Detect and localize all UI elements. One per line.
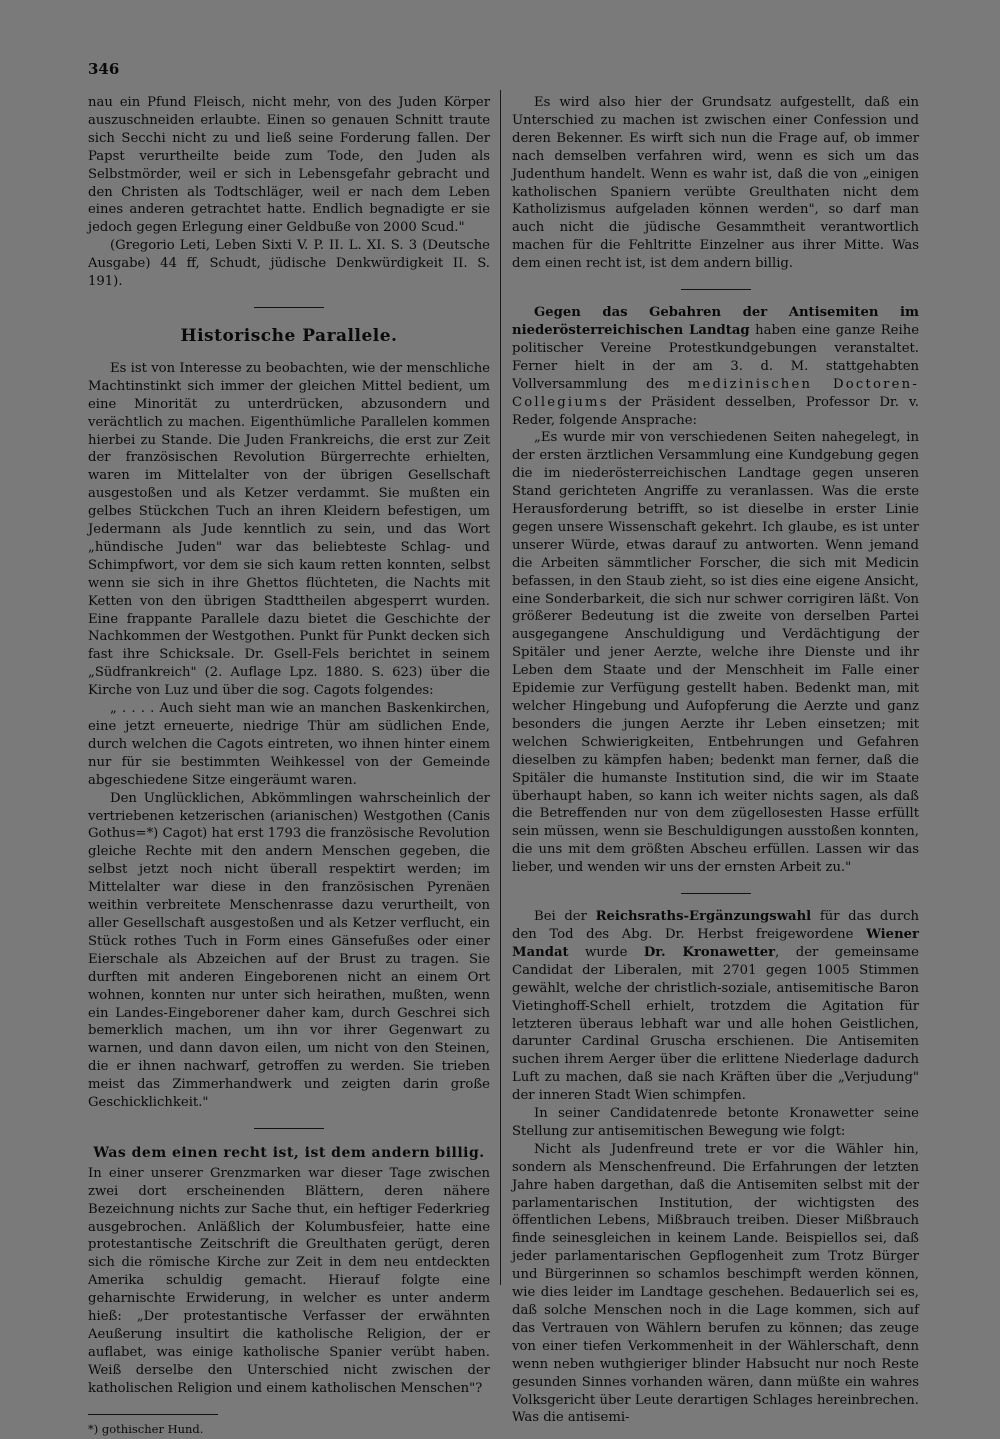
- paragraph: [512, 908, 919, 1105]
- text-span: haben eine ganze Reihe politischer Vereine Protestkundgebungen veranstaltet. Ferner hielt in der am 3. d. M. stattgehabten Vollversammlung des: [512, 322, 919, 392]
- bold-term: Dr. Kronawetter: [643, 944, 776, 960]
- section-heading: Historische Parallele.: [180, 325, 398, 346]
- text-span: Bei der: [534, 909, 596, 925]
- paragraph: Es wird also hier der Grundsatz aufgestellt, daß ein Unterschied zu machen ist zwischen einer Confession und deren Bekenner. Es wirft sich nun die Frage auf, ob immer nach demselben verfahren wird, wenn es sich um das Judenthum handelt. Wenn es wahr ist, daß die von „einigen katholischen Spaniern verübte Greulthaten nicht dem Katholizismus aufgeladen können werden", so darf man auch nicht die jüdische Gesammtheit verantwortlich machen für die Fehltritte Einzelner aus ihrer Mitte. Was dem einen recht ist, ist dem andern billig.: [512, 95, 919, 272]
- section-divider: [254, 307, 324, 308]
- paragraph: Nicht als Judenfreund trete er vor die Wähler hin, sondern als Menschenfreund. Die Erfahrungen der letzten Jahre haben dargethan, daß die Antisemiten selbst mit der parlamentarischen Institution, der wichtigsten des öffentlichen Lebens, Mißbrauch treiben. Dieser Mißbrauch finde seinesgleichen in keinem Lande. Beispiellos sei, daß jeder parlamentarischen Gepflogenheit zum Trotz Bürger und Bürgerinnen so schamlos beschimpft werden können, wie dies leider im Landtage geschehen. Bedauerlich sei es, daß solche Menschen noch in die Lage kommen, sich auf das Vertrauen von Wählern berufen zu können; das zeuge von einer tiefen Verkommenheit in der Wählerschaft, denn wenn neben wuthgieriger blinder Habsucht nur noch Reste gesunden Sinnes vorhanden wären, dann müßte ein wahres Volksgericht über Leute derartigen Schlages hereinbrechen. Was die antisemi-: [512, 1141, 919, 1426]
- paragraph: [512, 304, 919, 429]
- citation: (Gregorio Leti, Leben Sixti V. P. II. L. XI. S. 3 (Deutsche Ausgabe) 44 ff, Schudt, jüdische Denkwürdigkeit II. S. 191).: [88, 238, 490, 290]
- bold-term: Reichsraths-Ergänzungswahl: [595, 909, 812, 925]
- text-span: der Präsident desselben, Professor Dr. v. Reder, folgende Ansprache:: [512, 394, 919, 428]
- spaced-text: medizinischen Doctoren-Collegiums: [512, 376, 920, 410]
- left-column: [88, 94, 490, 1439]
- paragraph: Es ist von Interesse zu beobachten, wie der menschliche Machtinstinkt sich immer der gleichen Mittel bedient, um eine Minorität zu unterdrücken, abzusondern und verächtlich zu machen. Eigenthümliche Parallelen kommen hierbei zu Stande. Die Juden Frankreichs, die erst zur Zeit der französischen Revolution Bürgerrechte erhielten, waren im Mittelalter von der übrigen Gesellschaft ausgestoßen und als Ketzer verdammt. Sie mußten ein gelbes Stückchen Tuch an ihren Kleidern befestigen, um Jedermann als Jude kenntlich zu sein, und das Wort „hündische Juden" war das beliebteste Schlag- und Schimpfwort, vor dem sie sich kaum retten konnten, selbst wenn sie sich in ihre Ghettos flüchteten, die Nachts mit Ketten von den übrigen Stadttheilen abgesperrt wurden. Eine frappante Parallele dazu bietet die Geschichte der Nachkommen der Westgothen. Punkt für Punkt decken sich fast ihre Schicksale. Dr. Gsell-Fels berichtet in seinem „Südfrankreich" (2. Auflage Lpz. 1880. S. 623) über die Kirche von Luz und über die sog. Cagots folgendes:: [88, 360, 490, 699]
- section-divider: [254, 1128, 324, 1129]
- bold-term: Wiener Mandat: [512, 926, 919, 960]
- text-span: für das durch den Tod des Abg. Dr. Herbst freigewordene: [512, 909, 919, 942]
- paragraph: In seiner Candidatenrede betonte Kronawetter seine Stellung zur antisemitischen Bewegung wie folgt:: [512, 1106, 919, 1139]
- paragraph: nau ein Pfund Fleisch, nicht mehr, von des Juden Körper auszuschneiden erlaubte. Einen so genauen Schnitt traute sich Secchi nicht zu und ließ seine Forderung fallen. Der Papst verurtheilte beide zum Tode, den Juden als Selbstmörder, weil er sich in Lebensgefahr gebracht und den Christen als Todtschläger, weil er nach dem Leben eines anderen getrachtet hatte. Endlich begnadigte er sie jedoch gegen Erlegung einer Geldbuße von 2000 Scud.": [88, 95, 490, 236]
- section-divider: [681, 893, 751, 894]
- text-span: wurde: [568, 944, 644, 960]
- section-heading: Was dem einen recht ist, ist dem andern billig.: [93, 1144, 485, 1161]
- right-column: [512, 94, 919, 1427]
- page-number: 346: [88, 60, 120, 78]
- quote-paragraph: „ . . . . Auch sieht man wie an manchen Baskenkirchen, eine jetzt erneuerte, niedrige Thür am südlichen Ende, durch welchen die Cagots eintreten, wo ihnen hinter einem nur für sie bestimmten Weihkessel von der Gemeinde abgeschiedene Sitze eingeräumt waren.: [88, 701, 490, 788]
- paragraph: Den Unglücklichen, Abkömmlingen wahrscheinlich der vertriebenen ketzerischen (arianischen) Westgothen (Canis Gothus=*) Cagot) hat erst 1793 die französische Revolution gleiche Rechte mit den andern Menschen gegeben, die selbst jetzt noch nicht überall respektirt werden; im Mittelalter war diese in den französischen Pyrenäen weithin verbreitete Menschenrasse dazu verurtheilt, von aller Gesellschaft ausgestoßen und als Ketzer verflucht, ein Stück rothes Tuch in Form eines Gänsefußes oder einer Eierschale als Abzeichen auf der Brust zu tragen. Sie durften mit anderen Eingeborenen nicht an einem Ort wohnen, konnten nur unter sich heirathen, mußten, wenn ein Landes-Eingeborener daher kam, durch Geschrei sich bemerklich machen, um ihn vor ihrer Gegenwart zu warnen, und dann davon eilen, um nicht von den Steinen, die er ihnen nachwarf, getroffen zu werden. Sie trieben meist das Zimmerhandwerk und zeigten darin große Geschicklichkeit.": [88, 790, 490, 1111]
- footnote-divider: [88, 1414, 218, 1415]
- paragraph: In einer unserer Grenzmarken war dieser Tage zwischen zwei dort erscheinenden Blättern, deren nähere Bezeichnung nichts zur Sache thut, ein heftiger Federkrieg ausgebrochen. Anläßlich der Kolumbusfeier, hatte eine protestantische Zeitschrift die Greulthaten gerügt, deren sich die römische Kirche zur Zeit in dem neu entdeckten Amerika schuldig gemacht. Hierauf folgte eine geharnischte Erwiderung, in welcher es unter anderm hieß: „Der protestantische Verfasser der erwähnten Aeußerung insultirt die katholische Religion, der er auflabet, was einige katholische Spanier verübt haben. Weiß derselbe den Unterschied nicht zwischen der katholischen Religion und einem katholischen Menschen"?: [88, 1165, 490, 1396]
- quote-paragraph: „Es wurde mir von verschiedenen Seiten nahegelegt, in der ersten ärztlichen Versammlung eine Kundgebung gegen die im niederösterreichischen Landtage gegen unseren Stand gerichteten Angriffe zu veranlassen. Was die erste Herausforderung betrifft, so ist dieselbe in erster Linie gegen unsere Wissenschaft gekehrt. Ich glaube, es ist unter unserer Würde, etwas darauf zu antworten. Wenn jemand die Arbeiten sämmtlicher Forscher, die sich mit Medicin befassen, in den Staub zieht, so ist dies eine eigene Ansicht, eine Sonderbarkeit, die sich nur schwer corrigiren läßt. Von größerer Bedeutung ist die zweite von derselben Partei ausgegangene Anschuldigung und Verdächtigung der Spitäler und jener Aerzte, welche ihre Dienste und ihr Leben dem Staate und der Menschheit im Falle einer Epidemie zur Verfügung gestellt haben. Bedenkt man, mit welcher Hingebung und Aufopferung die Aerzte und ganz besonders die jungen Aerzte ihr Leben einsetzen; mit welchen Schwierigkeiten, Entbehrungen und Gefahren dieselben zu kämpfen haben; bedenkt man ferner, daß die Spitäler die humanste Institution sind, die wir im Staate überhaupt haben, so kann ich weiter nichts sagen, als daß die Betreffenden nur von dem zügellosesten Hasse erfüllt sein müssen, wenn sie Beschuldigungen ausstoßen konnten, die uns mit dem größten Abscheu erfüllen. Lassen wir das lieber, und wenden wir uns der ernsten Arbeit zu.": [512, 430, 919, 876]
- text-span: , der gemeinsame Candidat der Liberalen, mit 2701 gegen 1005 Stimmen gewählt, welche der christlich-soziale, antisemitische Baron Vietinghoff-Schell erhielt, trotzdem die Agitation für letzteren überaus lebhaft war und alle hohen Geistlichen, darunter Cardinal Gruscha erschienen. Die Antisemiten suchen ihrem Aerger über die erlittene Niederlage dadurch Luft zu machen, daß sie nach Kräften über die „Verjudung" der inneren Stadt Wien schimpfen.: [512, 944, 919, 1104]
- footnote: *) gothischer Hund.: [88, 1421, 204, 1436]
- bold-lead: Gegen das Gebahren der Antisemiten im niederösterreichischen Landtag: [512, 305, 919, 338]
- column-divider: [500, 90, 501, 1285]
- section-divider: [681, 289, 751, 290]
